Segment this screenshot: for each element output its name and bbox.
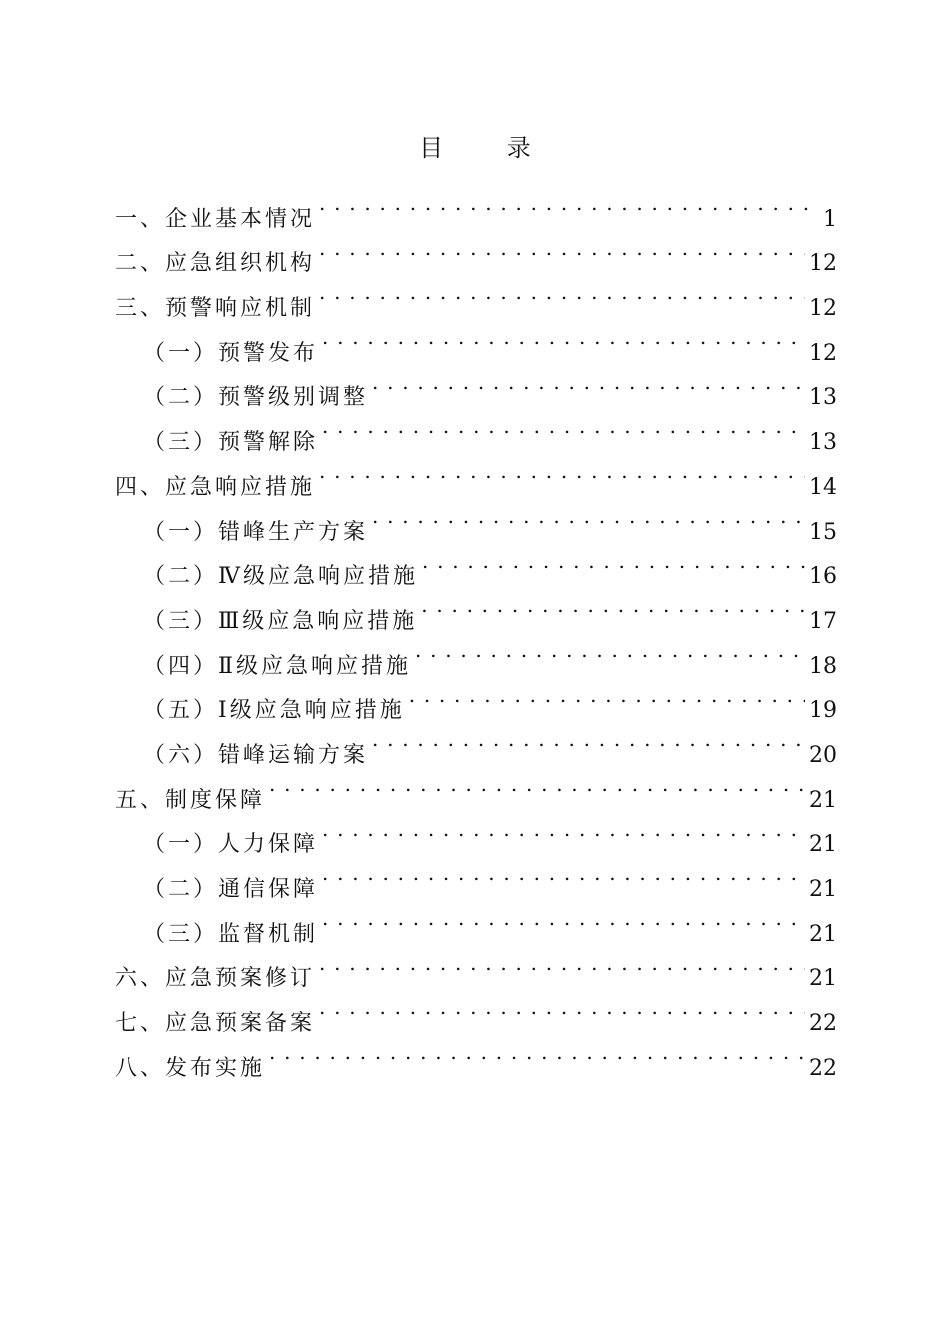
toc-entry-label: （二）预警级别调整: [143, 385, 369, 411]
toc-entry-label: 二、应急组织机构: [115, 251, 316, 277]
toc-entry-label: 七、应急预案备案: [115, 1011, 316, 1037]
toc-entry-page: 14: [809, 474, 837, 500]
toc-leader-dots: [319, 270, 805, 315]
toc-entry-page: 15: [809, 519, 837, 545]
toc-leader-dots: [421, 583, 805, 628]
toc-entry-page: 13: [809, 430, 837, 456]
toc-leader-dots: [319, 181, 811, 226]
toc-leader-dots: [322, 807, 805, 852]
toc-entry-label: 六、应急预案修订: [115, 966, 316, 992]
toc-leader-dots: [269, 1030, 805, 1075]
toc-entry-label: （三）预警解除: [143, 430, 319, 456]
toc-entry-label: （二）Ⅳ级应急响应措施: [143, 564, 418, 590]
toc-entry-label: （二）通信保障: [143, 877, 319, 902]
toc-leader-dots: [372, 717, 805, 762]
toc-entry-page: 21: [809, 921, 837, 947]
toc-entry-label: （四）Ⅱ级应急响应措施: [143, 653, 411, 679]
toc-entry-label: （五）Ⅰ级应急响应措施: [143, 698, 405, 724]
toc-entry-page: 21: [809, 787, 837, 813]
toc-entry-page: 1: [823, 206, 837, 232]
toc-entry-label: （一）错峰生产方案: [143, 519, 369, 545]
toc-entry-label: （一）预警发布: [143, 340, 319, 366]
toc-leader-dots: [322, 896, 805, 941]
toc-entry-page: 18: [809, 653, 837, 679]
toc-entry-label: 八、发布实施: [115, 1055, 266, 1081]
toc-leader-dots: [319, 449, 805, 494]
toc-entry-page: 22: [809, 1011, 837, 1037]
toc-entry-page: 21: [809, 832, 837, 858]
toc-entry-label: （三）监督机制: [143, 921, 319, 947]
toc-title: 目 录: [419, 134, 559, 162]
table-of-contents: [115, 181, 837, 1081]
toc-entry-page: 22: [809, 1055, 837, 1081]
toc-entry-page: 13: [809, 385, 837, 411]
toc-leader-dots: [372, 360, 805, 405]
toc-leader-dots: [322, 851, 805, 896]
toc-leader-dots: [422, 539, 805, 584]
toc-entry-label: （六）错峰运输方案: [143, 742, 369, 768]
toc-entry-page: 21: [809, 966, 837, 992]
toc-entry-page: 12: [809, 251, 837, 277]
toc-leader-dots: [322, 404, 805, 449]
toc-leader-dots: [319, 941, 805, 986]
toc-entry-page: 12: [809, 340, 837, 366]
toc-leader-dots: [319, 985, 805, 1030]
toc-entry[interactable]: [115, 181, 837, 232]
toc-entry-label: 五、制度保障: [115, 787, 266, 813]
toc-entry-page: 20: [809, 742, 837, 768]
toc-entry-page: 19: [809, 698, 837, 724]
toc-leader-dots: [409, 673, 805, 718]
toc-leader-dots: [372, 494, 805, 539]
toc-entry-label: 一、企业基本情况: [115, 206, 316, 232]
toc-leader-dots: [322, 315, 805, 360]
toc-entry-label: 四、应急响应措施: [115, 474, 316, 500]
toc-entry-label: （三）Ⅲ级应急响应措施: [143, 608, 418, 634]
toc-entry-label: （一）人力保障: [143, 832, 319, 858]
toc-leader-dots: [319, 226, 805, 271]
toc-leader-dots: [415, 628, 805, 673]
toc-leader-dots: [269, 762, 805, 807]
toc-entry-page: 12: [809, 296, 837, 322]
toc-entry-label: 三、预警响应机制: [115, 296, 316, 322]
toc-entry-page: 17: [809, 608, 837, 634]
toc-entry-page: 16: [809, 564, 837, 590]
toc-entry-page: 21: [809, 877, 837, 902]
